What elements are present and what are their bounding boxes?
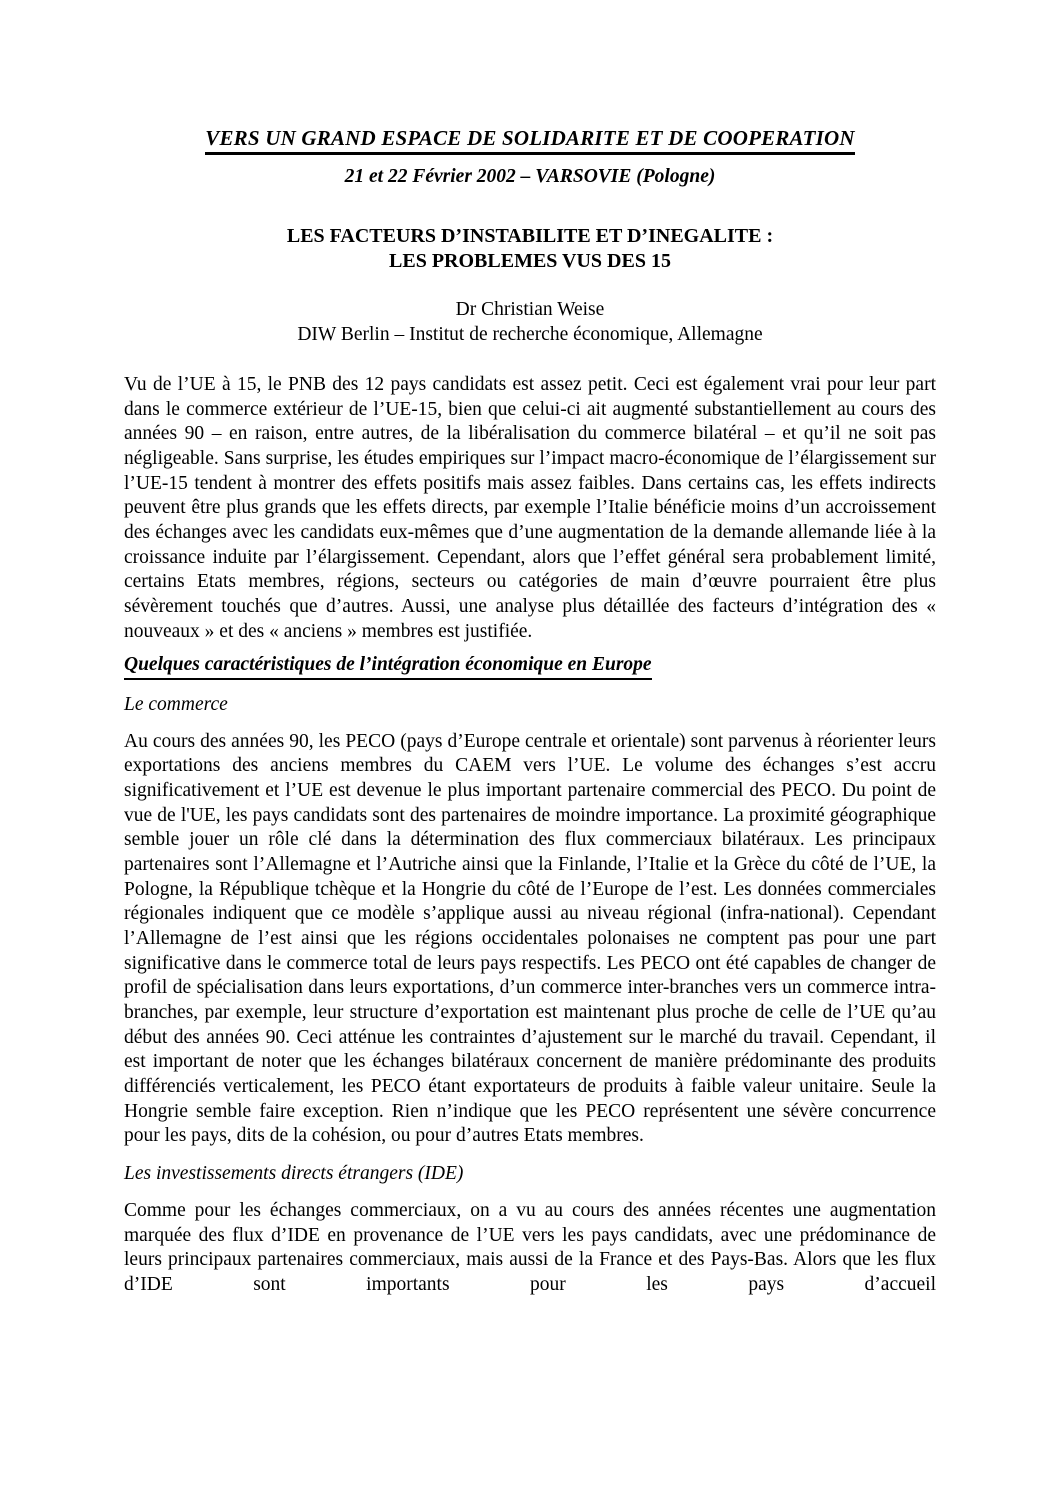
intro-paragraph: Vu de l’UE à 15, le PNB des 12 pays candidats est assez petit. Ceci est également vrai pour leur part dans le commerce extérieur de l’UE-15, bien que celui-ci ait augmenté substantiellement au cours des années 90 – en raison, entre autres, de la libéralisation du commerce bilatéral – et qu’il ne soit pas négligeable. Sans surprise, les études empiriques sur l’impact macro-économique de l’élargissement sur l’UE-15 tendent à montrer des effets positifs mais assez faibles. Dans certains cas, les effets indirects peuvent être plus grands que les effets directs, par exemple l’Italie bénéficie moins d’un accroissement des échanges avec les candidats eux-mêmes que d’une augmentation de la demande allemande liée à la croissance induite par l’élargissement. Cependant, alors que l’effet général sera probablement limité, certains Etats membres, régions, secteurs ou catégories de main d’œuvre pourraient être plus sévèrement touchés que d’autres. Aussi, une analyse plus détaillée des facteurs d’intégration des « nouveaux » et des « anciens » membres est justifiée. xyxy=(124,374,936,642)
paragraph-commerce: Au cours des années 90, les PECO (pays d’Europe centrale et orientale) sont parvenus à réorienter leurs exportations des anciens membres du CAEM vers l’UE. Le volume des échanges s’est accru significativement et l’UE est devenue le plus important partenaire commercial des PECO. Du point de vue de l'UE, les pays candidats sont des partenaires de moindre importance. La proximité géographique semble jouer un rôle clé dans la détermination des flux commerciaux bilatéraux. Les principaux partenaires sont l’Allemagne et l’Autriche ainsi que la Finlande, l’Italie et la Grèce du côté de l’UE, la Pologne, la République tchèque et la Hongrie du côté de l’Europe de l’est. Les données commerciales régionales indiquent que ce modèle s’applique aussi au niveau régional (infra-national). Cependant l’Allemagne de l’est ainsi que les régions occidentales polonaises ne comptent pas pour une part significative dans le commerce total de leurs pays respectifs. Les PECO ont été capables de changer de profil de spécialisation dans leurs exportations, d’un commerce inter-branches vers un commerce intra-branches, par exemple, leur structure d’exportation est maintenant plus proche de celle de l’UE qu’au début des années 90. Ceci atténue les contraintes d’ajustement sur le marché du travail. Cependant, il est important de noter que les échanges bilatéraux concernent de manière prédominante des produits différenciés verticalement, les PECO étant exportateurs de produits à faible valeur unitaire. Seule la Hongrie semble faire exception. Rien n’indique que les PECO représentent une sévère concurrence pour les pays, dits de la cohésion, ou pour d’autres Etats membres. xyxy=(124,730,936,1147)
conference-header xyxy=(124,126,936,155)
conference-title: VERS UN GRAND ESPACE DE SOLIDARITE ET DE COOPERATION xyxy=(205,126,855,155)
subsection-heading-ide: Les investissements directs étrangers (IDE) xyxy=(124,1162,464,1184)
author-block xyxy=(124,298,936,347)
section-heading: Quelques caractéristiques de l’intégration économique en Europe xyxy=(124,653,652,679)
section-heading-wrap xyxy=(124,653,936,679)
author-name: Dr Christian Weise xyxy=(455,299,605,321)
paper-title xyxy=(124,224,936,274)
conference-date-location: 21 et 22 Février 2002 – VARSOVIE (Pologne) xyxy=(344,166,716,188)
paragraph-ide: Comme pour les échanges commerciaux, on a vu au cours des années récentes une augmentation marquée des flux d’IDE en provenance de l’UE vers les pays candidats, avec une prédominance de leurs principaux partenaires commerciaux, mais aussi de la France et des Pays-Bas. Alors que les flux d’IDE sont importants pour les pays d’accueil xyxy=(124,1199,936,1295)
paper-title-line2: LES PROBLEMES VUS DES 15 xyxy=(389,250,671,273)
subsection-heading-commerce: Le commerce xyxy=(124,693,228,715)
paper-title-line1: LES FACTEURS D’INSTABILITE ET D’INEGALITE : xyxy=(286,225,774,248)
author-affiliation: DIW Berlin – Institut de recherche économique, Allemagne xyxy=(297,323,763,345)
